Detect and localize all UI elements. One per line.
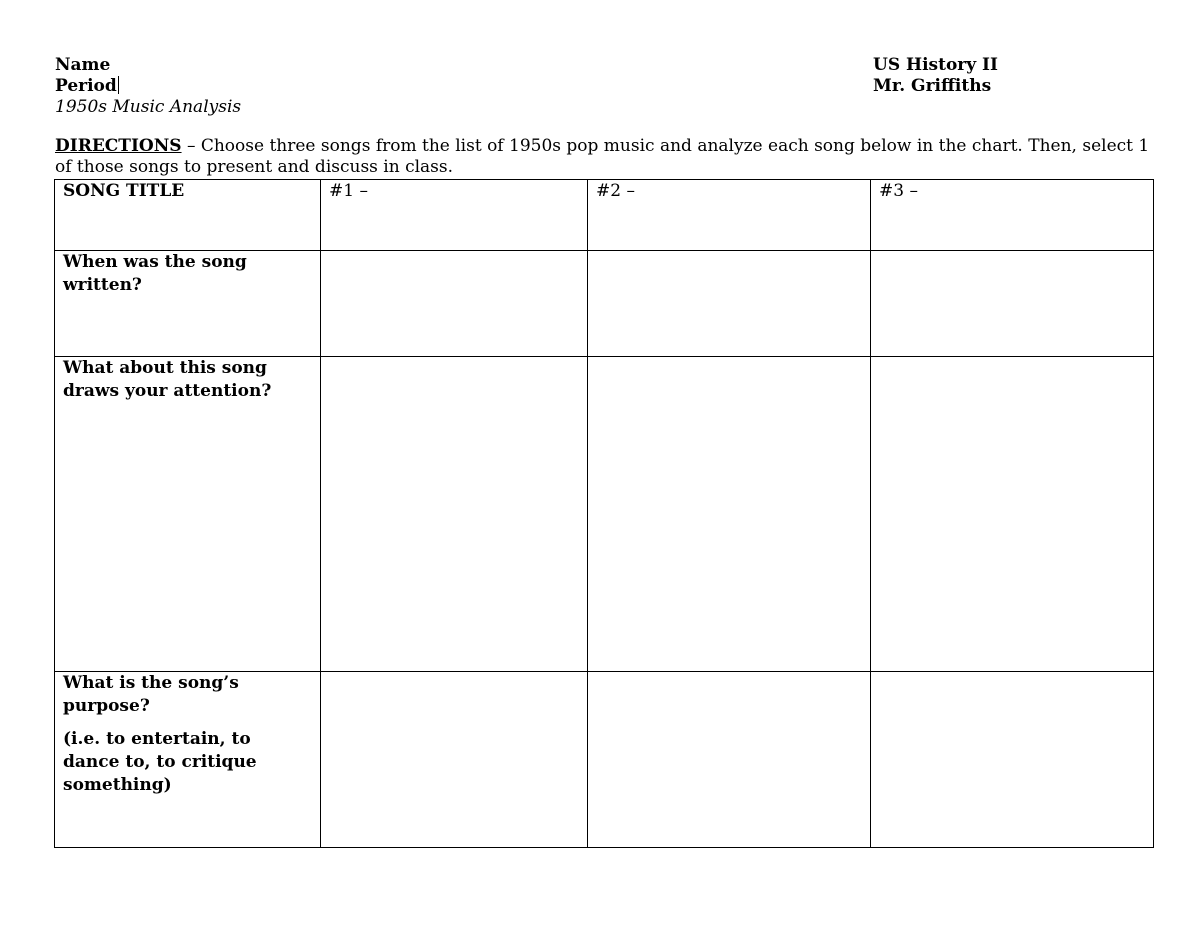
attention-question: What about this song draws your attention? [63,358,272,401]
written-question-cell [55,251,321,357]
directions-label: DIRECTIONS [55,136,182,156]
purpose-answer-3[interactable] [871,672,1154,848]
teacher-label: Mr. Griffiths [873,76,992,96]
purpose-question: What is the song’s purpose? [63,673,239,716]
table-row-written [55,251,1154,357]
song-3-cell[interactable] [871,180,1154,251]
assignment-title: 1950s Music Analysis [55,97,242,117]
attention-answer-2[interactable] [588,357,871,672]
purpose-answer-2[interactable] [588,672,871,848]
purpose-question-cell [55,672,321,848]
table-row-purpose [55,672,1154,848]
directions [55,136,1165,178]
written-answer-1[interactable] [321,251,588,357]
attention-question-cell [55,357,321,672]
attention-answer-1[interactable] [321,357,588,672]
song-3-label: #3 – [879,181,918,201]
period-line [55,76,241,97]
header-left [55,55,241,118]
table-row-attention [55,357,1154,672]
song-1-label: #1 – [329,181,368,201]
header-right [873,55,998,97]
period-label: Period [55,76,117,96]
attention-answer-3[interactable] [871,357,1154,672]
course-label: US History II [873,55,998,75]
text-cursor [118,76,119,94]
song-2-label: #2 – [596,181,635,201]
written-answer-2[interactable] [588,251,871,357]
analysis-table [54,179,1154,848]
directions-text: – Choose three songs from the list of 1950s pop music and analyze each song below in the chart. Then, select 1 of those songs to present and discuss in class. [55,136,1150,177]
purpose-answer-1[interactable] [321,672,588,848]
song-title-label: SONG TITLE [63,181,185,201]
written-question: When was the song written? [63,252,247,295]
song-2-cell[interactable] [588,180,871,251]
song-title-header-cell [55,180,321,251]
name-label: Name [55,55,111,75]
song-1-cell[interactable] [321,180,588,251]
written-answer-3[interactable] [871,251,1154,357]
table-row-song-title [55,180,1154,251]
purpose-note: (i.e. to entertain, to dance to, to critique something) [63,729,257,795]
